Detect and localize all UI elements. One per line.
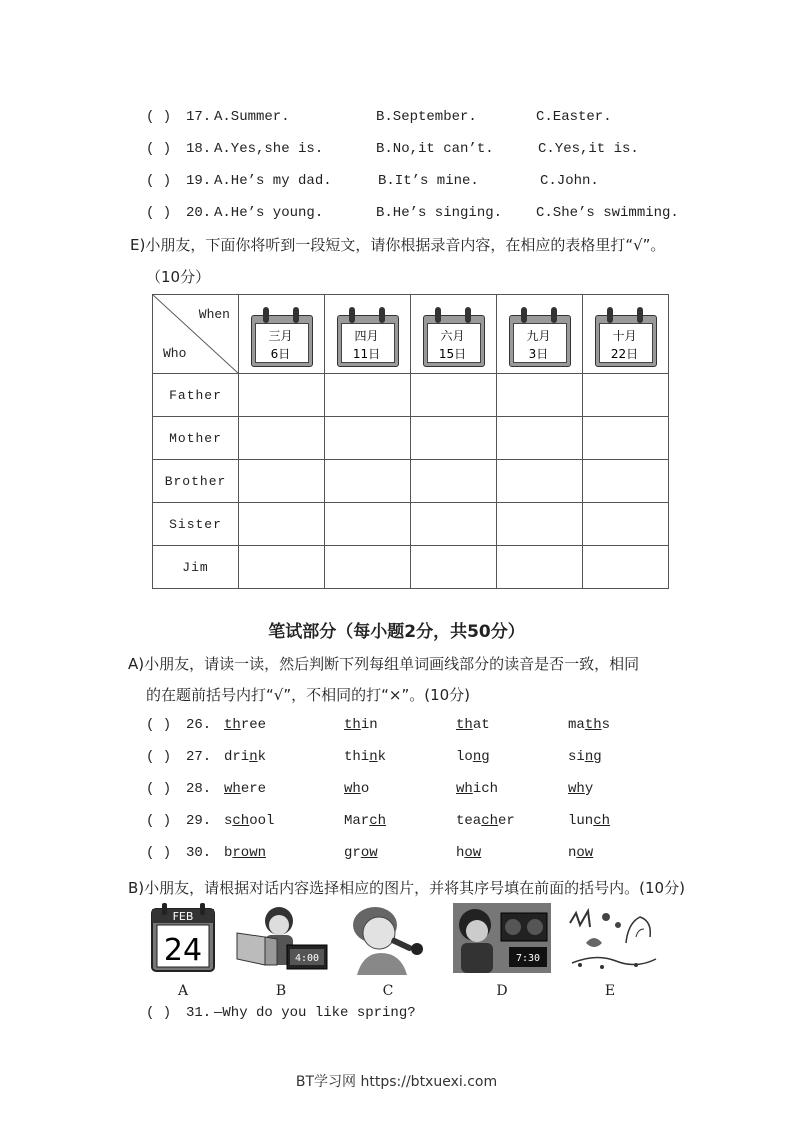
date-cell [239,295,325,374]
phonics-word [224,749,266,765]
option-b: B.No,it can’t. [376,141,494,157]
person-label: Sister [153,503,239,546]
question-text: —Why do you like spring? [214,1005,416,1021]
underlined-letters: th [224,717,241,733]
check-cell[interactable] [583,460,669,503]
word-part: k [257,749,267,765]
picture-c-singing [343,903,433,980]
word-part: tea [456,813,482,829]
underlined-letters: ch [232,813,250,829]
check-cell[interactable] [239,417,325,460]
boy-singing-icon [343,903,433,975]
word-part: o [360,781,370,797]
date-month: 三月 [268,329,293,343]
answer-bracket[interactable]: ( ) [146,749,172,765]
word-part: lun [568,813,594,829]
underlined-letters: ch [593,813,611,829]
phonics-word [224,845,266,861]
girl-reading-icon [235,903,330,973]
word-part: Mar [344,813,370,829]
answer-bracket[interactable]: ( ) [146,717,172,733]
answer-bracket[interactable]: ( ) [146,109,172,125]
word-part: n [568,845,577,861]
phonics-word [224,781,266,797]
underlined-letters: wh [568,781,585,797]
phonics-word [224,717,266,733]
picture-a-calendar [150,903,218,978]
check-cell[interactable] [325,503,411,546]
check-cell[interactable] [583,374,669,417]
phonics-word [568,717,610,733]
calendar-icon [509,305,571,369]
underlined-letters: ch [481,813,499,829]
calendar-icon [150,903,218,973]
phonics-word [568,749,602,765]
clock-time: 7:30 [515,953,541,964]
word-part: er [498,813,515,829]
date-day: 11日 [352,347,381,361]
phonics-word [344,845,378,861]
phonics-word [456,781,498,797]
question-number: 18. [186,141,212,157]
underlined-letters: th [456,717,473,733]
listening-question [0,170,793,194]
check-cell[interactable] [497,546,583,589]
check-cell[interactable] [583,417,669,460]
check-cell[interactable] [583,546,669,589]
calendar-icon [337,305,399,369]
answer-bracket[interactable]: ( ) [146,1005,172,1021]
underlined-letters: ow [576,845,594,861]
picture-label: B [275,983,287,999]
word-part: s [601,717,611,733]
calendar-month-text: FEB [172,910,194,923]
underlined-letters: n [249,749,258,765]
date-cell [583,295,669,374]
check-cell[interactable] [239,460,325,503]
date-day: 15日 [438,347,467,361]
check-cell[interactable] [497,503,583,546]
underlined-letters: wh [344,781,361,797]
phonics-question [0,714,793,738]
answer-bracket[interactable]: ( ) [146,813,172,829]
underlined-letters: rown [232,845,267,861]
picture-label: E [604,983,616,999]
check-cell[interactable] [411,503,497,546]
check-cell[interactable] [325,460,411,503]
underlined-letters: ng [472,749,490,765]
section-e-score: （10分） [146,268,211,286]
check-cell[interactable] [239,374,325,417]
question-number: 28. [186,781,212,797]
underlined-letters: ng [584,749,602,765]
word-part: h [456,845,465,861]
question-number: 29. [186,813,212,829]
word-part: in [360,717,378,733]
phonics-word [344,781,369,797]
answer-bracket[interactable]: ( ) [146,781,172,797]
phonics-word [456,749,490,765]
phonics-word [344,749,386,765]
person-label: Father [153,374,239,417]
word-part: lo [456,749,473,765]
phonics-word [568,781,593,797]
word-part: y [584,781,594,797]
check-cell[interactable] [239,503,325,546]
check-cell[interactable] [411,460,497,503]
word-part: ere [240,781,267,797]
person-label: Jim [153,546,239,589]
option-a: A.Yes,she is. [214,141,324,157]
option-b: B.It’s mine. [378,173,479,189]
word-part: s [224,813,233,829]
phonics-word [344,813,386,829]
picture-b-reading [235,903,330,978]
underlined-letters: ow [360,845,378,861]
girl-music-icon [453,903,551,973]
phonics-word [568,845,593,861]
word-part: dri [224,749,250,765]
question-number: 26. [186,717,212,733]
date-month: 九月 [526,329,551,343]
corner-when-label: When [198,307,230,322]
calendar-icon [423,305,485,369]
calendar-icon [595,305,657,369]
underlined-letters: ow [464,845,482,861]
check-cell[interactable] [497,460,583,503]
phonics-question [0,778,793,802]
word-part: b [224,845,233,861]
check-cell[interactable] [239,546,325,589]
option-b: B.He’s singing. [376,205,503,221]
question-number: 19. [186,173,212,189]
question-number: 30. [186,845,212,861]
check-cell[interactable] [497,374,583,417]
check-table [152,294,669,589]
phonics-question [0,810,793,834]
phonics-word [344,717,378,733]
check-cell[interactable] [411,417,497,460]
check-cell[interactable] [411,546,497,589]
check-cell[interactable] [497,417,583,460]
option-c: C.Yes,it is. [538,141,639,157]
word-part: si [568,749,585,765]
spring-scene-icon [566,903,658,971]
word-part: thi [344,749,370,765]
word-part: gr [344,845,361,861]
word-part: ma [568,717,585,733]
phonics-word [224,813,274,829]
date-day: 3日 [528,347,549,361]
question-number: 27. [186,749,212,765]
date-day: 22日 [610,347,639,361]
word-part: ool [249,813,275,829]
word-part: at [472,717,490,733]
section-a-instruction: A)小朋友，请读一读，然后判断下列每组单词画线部分的读音是否一致，相同 [128,655,640,673]
section-b-instruction: B)小朋友，请根据对话内容选择相应的图片，并将其序号填在前面的括号内。(10分) [128,879,685,897]
answer-bracket[interactable]: ( ) [146,845,172,861]
table-corner [153,295,239,374]
phonics-question [0,842,793,866]
calendar-icon [251,305,313,369]
date-month: 十月 [612,329,637,343]
picture-d-music [453,903,551,978]
section-a-instruction-2: 的在题前括号内打“√”，不相同的打“×”。(10分) [146,686,471,704]
check-cell[interactable] [325,546,411,589]
answer-bracket[interactable]: ( ) [146,173,172,189]
section-e-instruction: E)小朋友，下面你将听到一段短文，请你根据录音内容，在相应的表格里打“√”。 [130,236,666,254]
picture-label: A [177,983,189,999]
question-number: 17. [186,109,212,125]
underlined-letters: ch [369,813,387,829]
question-number: 31. [186,1005,212,1021]
question-31 [0,1002,793,1026]
underlined-letters: n [369,749,378,765]
picture-label: C [382,983,394,999]
listening-question [0,106,793,130]
date-cell [411,295,497,374]
clock-time: 4:00 [294,953,320,964]
check-cell[interactable] [583,503,669,546]
date-day: 6日 [270,347,291,361]
word-part: ree [240,717,267,733]
check-cell[interactable] [411,374,497,417]
word-part: ich [472,781,499,797]
phonics-word [456,813,515,829]
phonics-word [456,845,481,861]
page-footer: BT学习网 https://btxuexi.com [295,1074,498,1090]
answer-bracket[interactable]: ( ) [146,141,172,157]
date-month: 四月 [354,329,379,343]
option-c: C.She’s swimming. [536,205,679,221]
word-part: k [377,749,387,765]
date-cell [325,295,411,374]
phonics-word [456,717,490,733]
underlined-letters: th [344,717,361,733]
person-label: Brother [153,460,239,503]
question-number: 20. [186,205,212,221]
corner-who-label: Who [163,346,187,361]
picture-label: D [496,983,508,999]
underlined-letters: wh [456,781,473,797]
person-label: Mother [153,417,239,460]
option-a: A.He’s my dad. [214,173,332,189]
listening-question [0,138,793,162]
option-a: A.He’s young. [214,205,324,221]
check-cell[interactable] [325,417,411,460]
date-cell [497,295,583,374]
calendar-day-text: 24 [163,933,203,968]
answer-bracket[interactable]: ( ) [146,205,172,221]
option-c: C.Easter. [536,109,612,125]
date-month: 六月 [440,329,465,343]
phonics-word [568,813,610,829]
underlined-letters: wh [224,781,241,797]
option-b: B.September. [376,109,477,125]
option-c: C.John. [540,173,599,189]
written-section-title: 笔试部分（每小题2分，共50分） [268,622,525,642]
listening-question [0,202,793,226]
check-cell[interactable] [325,374,411,417]
underlined-letters: th [584,717,602,733]
phonics-question [0,746,793,770]
option-a: A.Summer. [214,109,290,125]
picture-e-spring [566,903,658,976]
